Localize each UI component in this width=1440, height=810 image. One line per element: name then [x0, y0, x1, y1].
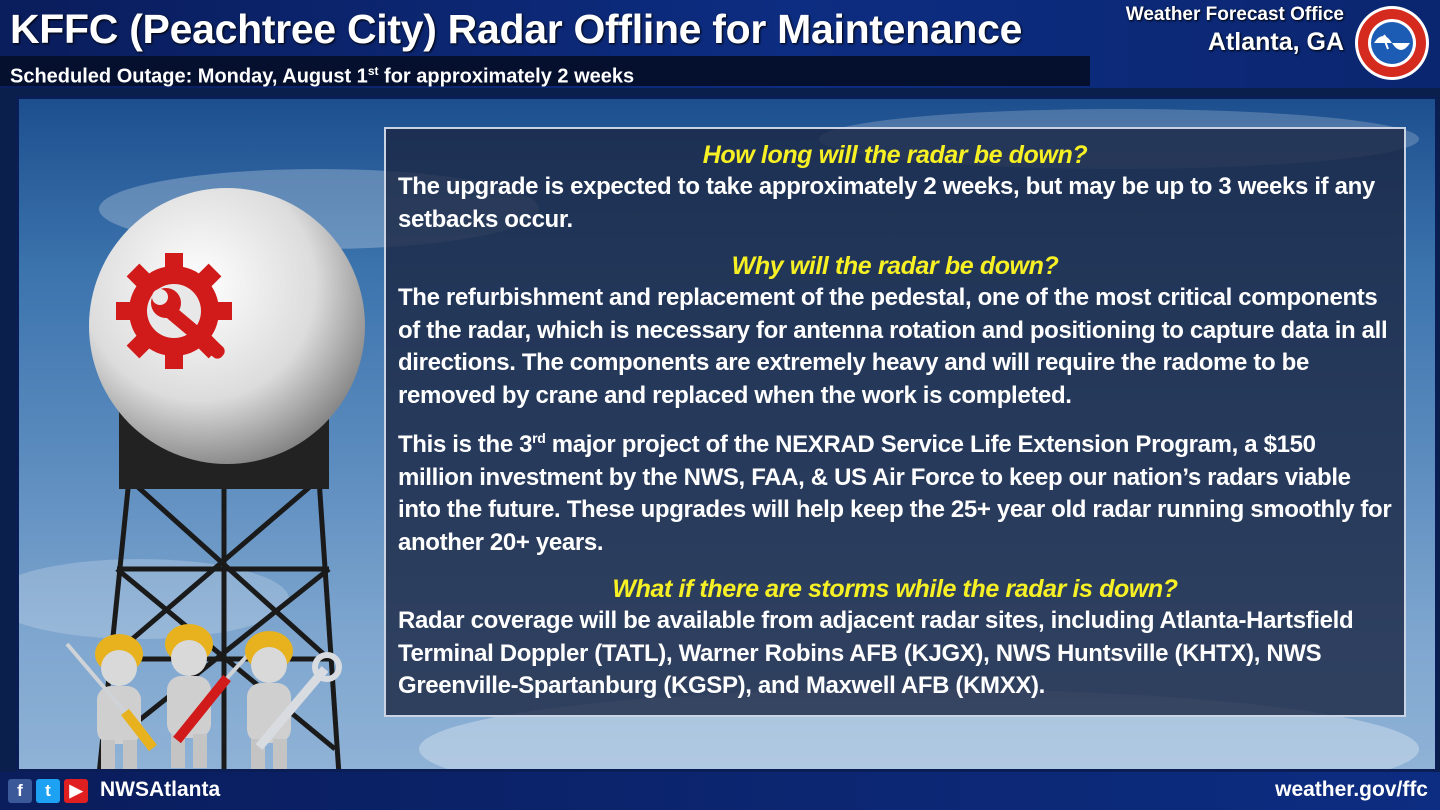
social-links	[8, 779, 88, 803]
workers-illustration	[67, 624, 339, 770]
question-how-long: How long will the radar be down?	[702, 141, 1088, 169]
page-title: KFFC (Peachtree City) Radar Offline for Maintenance	[10, 6, 1023, 52]
answer-how-long: The upgrade is expected to take approximately 2 weeks, but may be up to 3 weeks if any setbacks occur.	[398, 173, 1375, 233]
website-link[interactable]: weather.gov/ffc	[1275, 778, 1428, 801]
answer-storms: Radar coverage will be available from adjacent radar sites, including Atlanta-Hartsfield Terminal Doppler (TATL), Warner Robins AFB (KJGX), NWS Huntsville (KHTX), NWS Greenville-Spartanburg (KGSP), and Maxwell AFB (KMXX).	[398, 607, 1354, 699]
answer-program: This is the 3rd major project of the NEXRAD Service Life Extension Program, a $150 million investment by the NWS, FAA, & US Air Force to keep our nation’s radars viable into the future. These upgrades will help keep the 25+ year old radar running smoothly for another 20+ years.	[398, 430, 1392, 556]
header-bar	[0, 0, 1440, 88]
question-storms: What if there are storms while the radar is down?	[612, 575, 1178, 603]
answer-why: The refurbishment and replacement of the pedestal, one of the most critical components of the radar, which is necessary for antenna rotation and positioning to capture data in all directions. The components are extremely heavy and will require the radome to be removed by crane and replaced when the work is completed.	[398, 284, 1388, 409]
footer-bar	[0, 772, 1440, 810]
gear-wrench-icon	[116, 253, 232, 369]
twitter-icon[interactable]: t	[36, 779, 60, 803]
youtube-icon[interactable]: ▶	[64, 779, 88, 803]
social-handle[interactable]: NWSAtlanta	[100, 778, 221, 801]
info-panel	[384, 127, 1406, 717]
office-label	[1126, 4, 1344, 57]
question-why: Why will the radar be down?	[731, 252, 1059, 280]
outage-subtitle: Scheduled Outage: Monday, August 1st for approximately 2 weeks	[0, 56, 1090, 86]
office-line-2: Atlanta, GA	[1207, 28, 1344, 56]
facebook-icon[interactable]: f	[8, 779, 32, 803]
nws-logo-icon	[1354, 5, 1430, 81]
office-line-1: Weather Forecast Office	[1125, 4, 1344, 25]
